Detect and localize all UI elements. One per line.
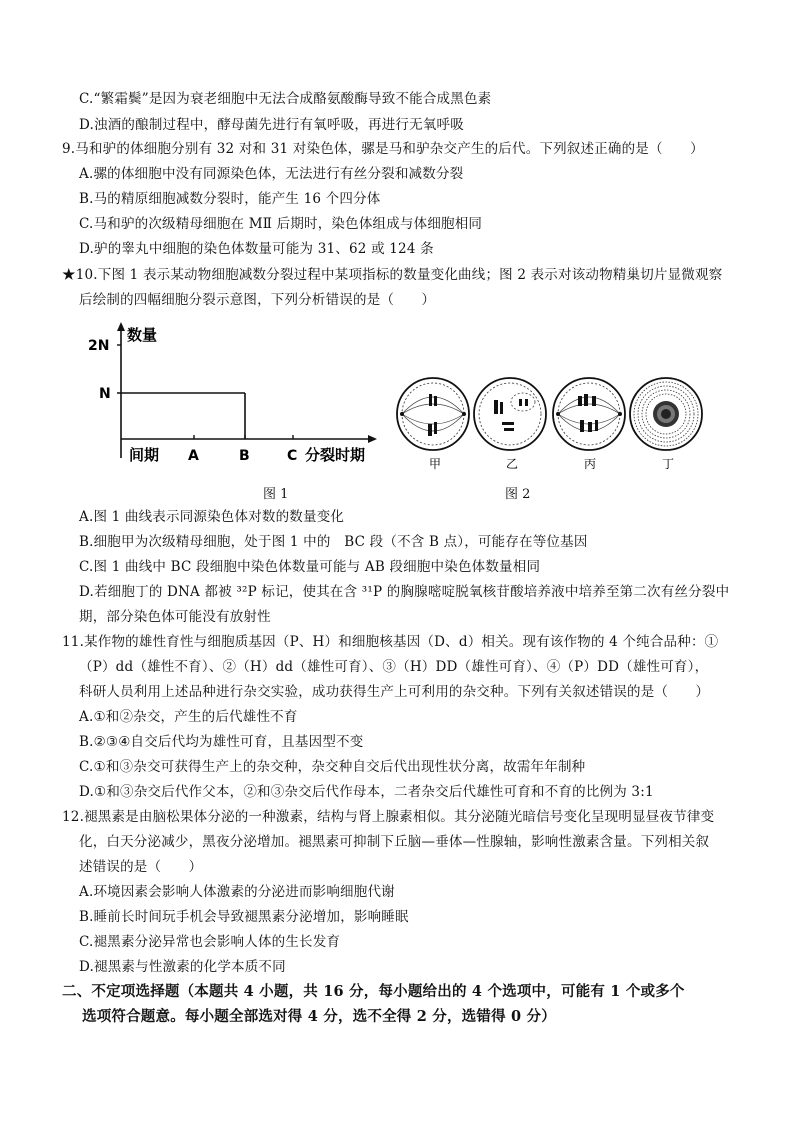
q9-option-d: D.驴的睾丸中细胞的染色体数量可能为 31、62 或 124 条 xyxy=(79,241,434,257)
q10-option-d-line2: 期，部分染色体可能没有放射性 xyxy=(79,609,271,625)
q11-option-d: D.①和③杂交后代作父本，②和③杂交后代作母本，二者杂交后代雄性可育和不育的比例为 3:1 xyxy=(79,784,654,800)
q12-option-c: C.褪黑素分泌异常也会影响人体的生长发育 xyxy=(79,934,341,950)
section-2-heading-line2: 选项符合题意。每小题全部选对得 4 分，选不全得 2 分，选错得 0 分） xyxy=(82,1008,556,1025)
cell-jia xyxy=(397,378,469,450)
q10-option-c: C.图 1 曲线中 BC 段细胞中染色体数量可能与 AB 段细胞中染色体数量相同 xyxy=(79,559,541,575)
q10-stem-line1: ★10.下图 1 表示某动物细胞减数分裂过程中某项指标的数量变化曲线；图 2 表示对该动物精巢切片显微观察 xyxy=(62,267,723,283)
q12-stem-line1: 12.褪黑素是由脑松果体分泌的一种激素，结构与肾上腺素相似。其分泌随光暗信号变化呈现明显昼夜节律变 xyxy=(62,809,715,825)
cell-label-jia: 甲 xyxy=(429,457,442,471)
figure-2-cells xyxy=(390,372,710,472)
q11-stem-line3: 科研人员利用上述品种进行杂交实验，成功获得生产上可利用的杂交种。下列有关叙述错误的是（ ） xyxy=(79,684,710,700)
cell-label-yi: 乙 xyxy=(506,457,519,471)
q9-option-c: C.马和驴的次级精母细胞在 MⅡ 后期时，染色体组成与体细胞相同 xyxy=(79,216,483,232)
cell-label-bing: 丙 xyxy=(584,457,597,471)
x-tick-interphase: 间期 xyxy=(129,446,160,464)
x-axis-label: 分裂时期 xyxy=(305,446,366,464)
q12-option-b: B.睡前长时间玩手机会导致褪黑素分泌增加，影响睡眠 xyxy=(79,909,409,925)
cell-ding xyxy=(630,378,702,450)
y-axis-label: 数量 xyxy=(127,326,158,344)
q12-stem-line3: 述错误的是（ ） xyxy=(79,859,203,875)
cell-yi xyxy=(474,378,546,450)
q9-option-a: A.骡的体细胞中没有同源染色体，无法进行有丝分裂和减数分裂 xyxy=(79,166,464,182)
q11-option-b: B.②③④自交后代均为雄性可育，且基因型不变 xyxy=(79,734,364,750)
q11-option-a: A.①和②杂交，产生的后代雄性不育 xyxy=(79,709,298,725)
section-2-heading-line1: 二、不定项选择题（本题共 4 小题，共 16 分，每小题给出的 4 个选项中，可能有 1 个或多个 xyxy=(62,983,685,1000)
q12-option-d: D.褪黑素与性激素的化学本质不同 xyxy=(79,959,286,975)
y-tick-2n: 2N xyxy=(88,338,110,354)
x-tick-b: B xyxy=(239,448,250,464)
q8-option-c: C.“繁霜鬓”是因为衰老细胞中无法合成酪氨酸酶导致不能合成黑色素 xyxy=(79,91,492,107)
q12-stem-line2: 化，白天分泌减少，黑夜分泌增加。褪黑素可抑制下丘脑—垂体—性腺轴，影响性激素含量。下列相关叙 xyxy=(79,834,710,850)
q10-stem-line2: 后绘制的四幅细胞分裂示意图，下列分析错误的是（ ） xyxy=(79,292,436,308)
q12-option-a: A.环境因素会影响人体激素的分泌进而影响细胞代谢 xyxy=(79,884,395,900)
cell-bing xyxy=(553,378,625,450)
q10-option-a: A.图 1 曲线表示同源染色体对数的数量变化 xyxy=(79,509,345,525)
q10-option-d-line1: D.若细胞丁的 DNA 都被 ³²P 标记，使其在含 ³¹P 的胸腺嘧啶脱氧核苷酸培养液中培养至第二次有丝分裂中 xyxy=(79,584,730,600)
q9-stem: 9.马和驴的体细胞分别有 32 对和 31 对染色体，骡是马和驴杂交产生的后代。下列叙述正确的是（ ） xyxy=(62,141,704,157)
q8-option-d: D.浊酒的酿制过程中，酵母菌先进行有氧呼吸，再进行无氧呼吸 xyxy=(79,117,464,133)
figure-2-caption: 图 2 xyxy=(505,487,531,502)
figure-1-caption: 图 1 xyxy=(263,487,289,502)
q11-option-c: C.①和③杂交可获得生产上的杂交种，杂交种自交后代出现性状分离，故需年年制种 xyxy=(79,759,586,775)
y-tick-n: N xyxy=(99,386,111,402)
figure-1-graph xyxy=(85,320,385,470)
q11-stem-line2: （P）dd（雄性不育）、②（H）dd（雄性可育）、③（H）DD（雄性可育）、④（P）DD（雄性可育）， xyxy=(79,659,709,675)
cell-label-ding: 丁 xyxy=(662,457,675,471)
x-tick-a: A xyxy=(188,448,199,464)
q10-option-b: B.细胞甲为次级精母细胞，处于图 1 中的 BC 段（不含 B 点），可能存在等位基因 xyxy=(79,534,588,550)
x-tick-c: C xyxy=(287,448,298,464)
q11-stem-line1: 11.某作物的雄性育性与细胞质基因（P、H）和细胞核基因（D、d）相关。现有该作物的 4 个纯合品种：① xyxy=(62,634,719,650)
q9-option-b: B.马的精原细胞减数分裂时，能产生 16 个四分体 xyxy=(79,191,381,207)
